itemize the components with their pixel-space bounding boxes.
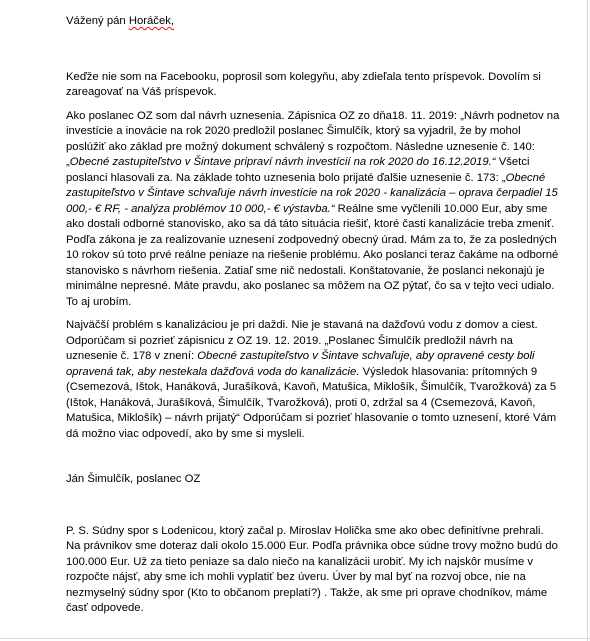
paragraph-text: Všetci poslanci hlasovali za. Na základe tohto uznesenia bolo prijaté ďalšie uznesenie č. 173: „ xyxy=(66,156,530,184)
paragraph-text: Reálne sme vyčlenili 10.000 Eur, aby sme ako dostali odborné stanovisko, ako sa dá táto situácia riešiť, ktoré časti kanalizácie treba zmeniť. Podľa zákona je za realizovanie uznesení zodpovedný obecný úrad. Mám za to, že za posledných 10 rokov sú toto prvé reálne peniaze na riešenie problému. Ako poslanci teraz čakáme na odborné stanovisko s návrhom riešenia. Zatiaľ sme nič nedostali. Konštatovanie, že poslanci nekonajú je minimálne nepresné. Máte pravdu, ako poslanec sa môžem na OZ pýtať, čo sa v tejto veci udialo. To aj urobím. xyxy=(66,202,559,308)
paragraph-text: Ako poslanec OZ som dal návrh uznesenia. Zápisnica OZ zo dňa18. 11. 2019: „Návrh podnetov na investície a inovácie na rok 2020 predložil poslanec Šimulčík, ktorý sa vyjadril, že by mohol poslúžiť ako základ pre možný dokument schválený s rozpočtom. Následne uznesenie č. 140: „ xyxy=(66,109,560,168)
quoted-resolution: Obecné zastupiteľstvo v Šintave pripraví návrh investícií na rok 2020 do 16.12.2019.“ xyxy=(69,156,496,168)
greeting-name: Horáček, xyxy=(128,15,175,27)
postscript-paragraph: P. S. Súdny spor s Lodenicou, ktorý začal p. Miroslav Holička sme ako obec definitívne prehrali. Na právnikov sme doteraz dali okolo 15.000 Eur. Podľa právnika obce súdne trovy možno budú do 100.000 Eur. Už za tieto peniaze sa dalo niečo na kanalizácii urobiť. My ich najskôr musíme v rozpočte nájsť, aby sme ich mohli vyplatiť bez úveru. Úver by mal byť na rozvoj obce, nie na nezmyselný súdny spor (Kto to občanom preplatí?) . Takže, ak sme pri oprave chodníkov, máme časť odpovede. xyxy=(66,524,558,614)
paragraph-text: Najväčší problém s kanalizáciou je pri daždi. Nie je stavaná na dažďovú vodu z domov a ciest. Odporúčam si pozrieť zápisnicu z OZ 19. 12. 2019. „Poslanec Šimulčík predložil návrh na uznesenie č. 178 v znení: xyxy=(66,319,538,362)
greeting xyxy=(66,14,560,30)
intro-paragraph: Keďže nie som na Facebooku, poprosil som kolegyňu, aby zdieľala tento príspevok. Dovolím si zareagovať na Váš príspevok. xyxy=(66,70,541,98)
paragraph-text: Výsledok hlasovania: prítomných 9 (Csemezová, Ištok, Hanáková, Jurašíková, Kavoň, Matušica, Miklošík, Šimulčík, Tvarožková) za 5 (Ištok, Hanáková, Jurašíková, Šimulčík, Tvarožková), proti 0, zdržal sa 4 (Csemezová, Kavoň, Matušica, Miklošík) – návrh prijatý“ Odporúčam si pozrieť hlasovanie o tomto uznesení, ktoré Vám dá možno viac odpovedí, ako by sme si mysleli. xyxy=(66,365,557,440)
page-edge-right xyxy=(587,0,588,641)
resolution-paragraph xyxy=(66,109,560,311)
quoted-resolution: Obecné zastupiteľstvo v Šintave schvaľuje návrh investície na rok 2020 - kanalizácia – oprava čerpadiel 15 000,- € RF, - analýza problémov 10 000,- € výstavba.“ xyxy=(66,171,558,215)
rain-paragraph xyxy=(66,318,560,442)
signature: Ján Šimulčík, poslanec OZ xyxy=(66,473,201,485)
greeting-prefix: Vážený pán xyxy=(66,15,129,27)
quoted-resolution: Obecné zastupiteľstvo v Šintave schvaľuje, aby opravené cesty boli opravená tak, aby nestekala dažďová voda do kanalizácie. xyxy=(66,350,535,378)
page-edge-bottom xyxy=(0,638,590,639)
